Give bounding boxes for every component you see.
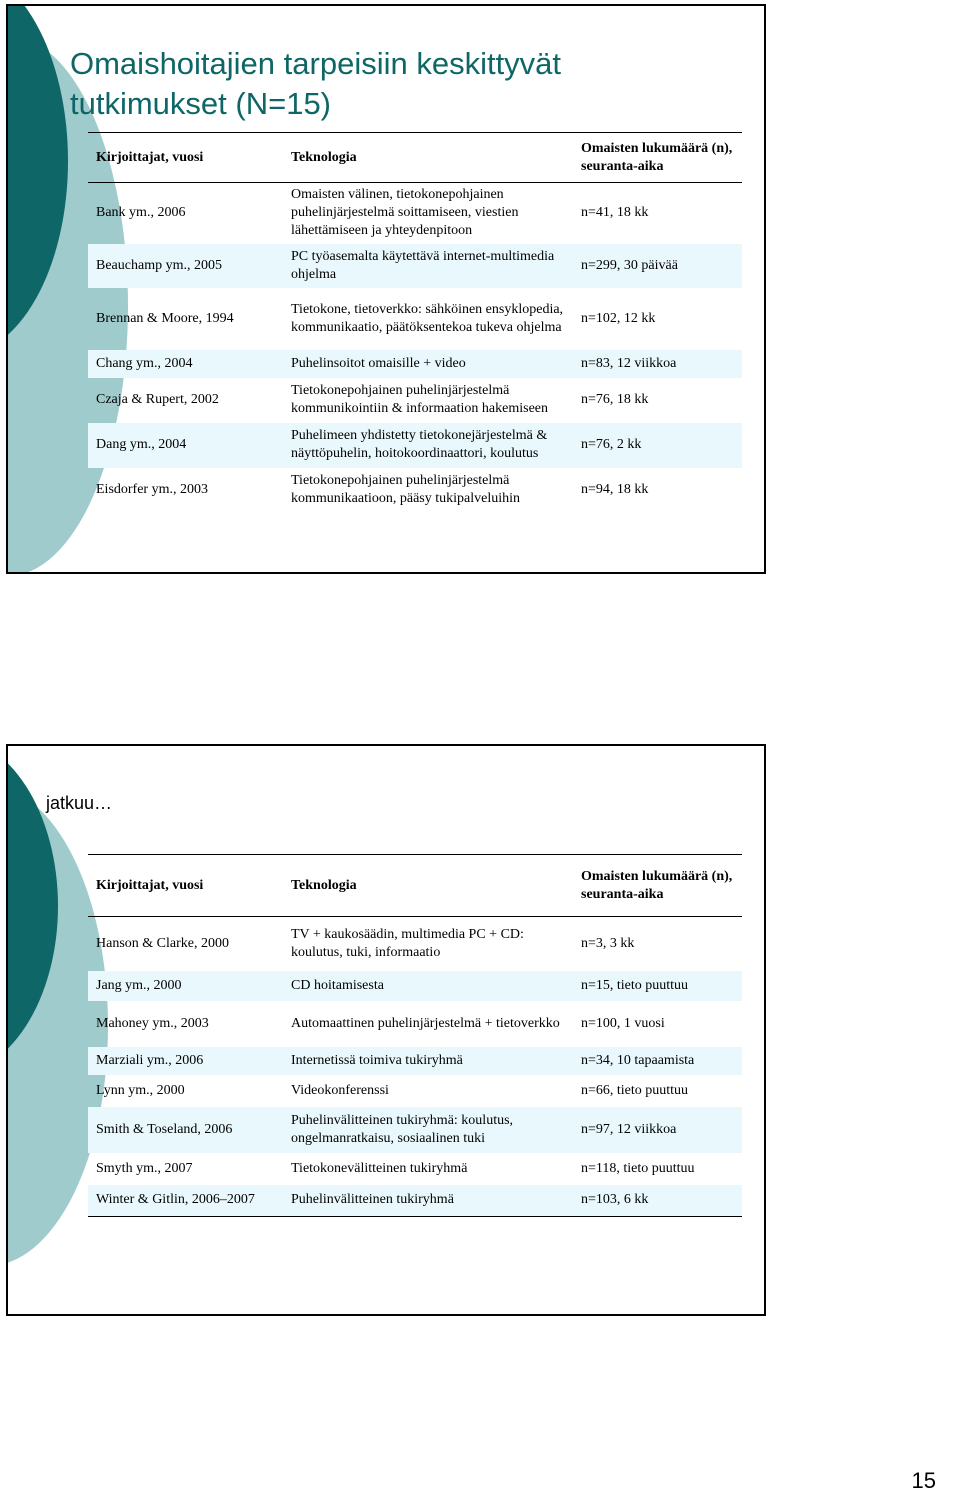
- cell-author: Jang ym., 2000: [88, 971, 283, 1001]
- cell-participants: n=76, 2 kk: [573, 423, 742, 468]
- cell-author: Bank ym., 2006: [96, 205, 186, 221]
- cell-participants: n=299, 30 päivää: [573, 244, 742, 288]
- cell-participants: n=83, 12 viikkoa: [573, 350, 742, 378]
- cell-participants: n=97, 12 viikkoa: [573, 1107, 742, 1153]
- cell-participants: n=66, tieto puuttuu: [581, 1082, 689, 1098]
- cell-author: Smyth ym., 2007: [96, 1160, 193, 1176]
- table-row: [88, 1001, 742, 1047]
- cell-technology: Puhelinvälitteinen tukiryhmä: [283, 1185, 573, 1217]
- slide-1: [6, 4, 766, 574]
- cell-author: Dang ym., 2004: [88, 423, 283, 468]
- table-row: [88, 423, 742, 468]
- cell-technology: Puhelimeen yhdistetty tietokonejärjestelmä & näyttöpuhelin, hoitokoordinaattori, koulutus: [283, 423, 573, 468]
- table-row: [88, 468, 742, 512]
- table-row: [88, 917, 742, 971]
- table-row: [88, 1107, 742, 1153]
- table-row: [88, 1185, 742, 1217]
- slide-subtitle: jatkuu…: [46, 793, 113, 813]
- cell-participants: n=34, 10 tapaamista: [573, 1047, 742, 1075]
- table-header-row: [88, 855, 742, 917]
- cell-participants: n=100, 1 vuosi: [581, 1015, 665, 1031]
- table-row: [88, 971, 742, 1001]
- cell-technology: Puhelinvälitteinen tukiryhmä: koulutus, ongelmanratkaisu, sosiaalinen tuki: [283, 1107, 573, 1153]
- table-row: [88, 1153, 742, 1185]
- cell-author: Eisdorfer ym., 2003: [96, 481, 208, 497]
- cell-technology: Automaattinen puhelinjärjestelmä + tietoverkko: [291, 1015, 560, 1031]
- cell-participants: n=76, 18 kk: [581, 392, 649, 407]
- header-authors: Kirjoittajat, vuosi: [96, 877, 204, 893]
- cell-author: Smith & Toseland, 2006: [88, 1107, 283, 1153]
- cell-technology: TV + kaukosäädin, multimedia PC + CD: koulutus, tuki, informaatio: [291, 926, 524, 960]
- header-participants: Omaisten lukumäärä (n), seuranta-aika: [581, 140, 733, 174]
- page-number: 15: [911, 1468, 936, 1493]
- table-row: [88, 1047, 742, 1075]
- cell-technology: Tietokone, tietoverkko: sähköinen ensyklopedia, kommunikaatio, päätöksentekoa tukeva ohjelma: [291, 301, 564, 335]
- cell-author: Lynn ym., 2000: [96, 1082, 185, 1098]
- cell-author: Brennan & Moore, 1994: [96, 310, 234, 326]
- table-header-row: [88, 133, 742, 183]
- slide-2: [6, 744, 766, 1316]
- cell-author: Czaja & Rupert, 2002: [96, 392, 219, 407]
- table-row: [88, 288, 742, 350]
- cell-technology: Tietokonepohjainen puhelinjärjestelmä kommunikointiin & informaation hakemiseen: [291, 383, 549, 416]
- table-row: [88, 183, 742, 244]
- cell-author: Marziali ym., 2006: [88, 1047, 283, 1075]
- cell-technology: Videokonferenssi: [291, 1082, 389, 1098]
- studies-table-continued: [88, 854, 742, 1217]
- cell-participants: n=15, tieto puuttuu: [573, 971, 742, 1001]
- cell-author: Hanson & Clarke, 2000: [96, 935, 229, 951]
- cell-author: Winter & Gitlin, 2006–2007: [88, 1185, 283, 1217]
- cell-participants: n=41, 18 kk: [581, 205, 649, 221]
- table-row: [88, 378, 742, 423]
- cell-technology: Omaisten välinen, tietokonepohjainen puhelinjärjestelmä soittamiseen, viestien lähettämiseen ja yhteydenpitoon: [291, 187, 519, 239]
- header-technology: Teknologia: [291, 877, 357, 893]
- table-row: [88, 1075, 742, 1107]
- header-technology: Teknologia: [291, 149, 357, 165]
- cell-participants: n=3, 3 kk: [581, 935, 635, 951]
- cell-participants: n=94, 18 kk: [581, 481, 649, 497]
- cell-technology: PC työasemalta käytettävä internet-multimedia ohjelma: [283, 244, 573, 288]
- cell-author: Chang ym., 2004: [88, 350, 283, 378]
- header-authors: Kirjoittajat, vuosi: [96, 149, 204, 165]
- studies-table: [88, 132, 742, 512]
- cell-author: Beauchamp ym., 2005: [88, 244, 283, 288]
- header-participants: Omaisten lukumäärä (n), seuranta-aika: [581, 868, 733, 902]
- table-row: [88, 244, 742, 288]
- cell-technology: Tietokonepohjainen puhelinjärjestelmä kommunikaatioon, pääsy tukipalveluihin: [291, 472, 521, 506]
- cell-technology: Puhelinsoitot omaisille + video: [283, 350, 573, 378]
- cell-technology: CD hoitamisesta: [283, 971, 573, 1001]
- slide-title: Omaishoitajien tarpeisiin keskittyvät tutkimukset (N=15): [70, 46, 562, 121]
- cell-participants: n=118, tieto puuttuu: [581, 1160, 695, 1176]
- cell-author: Mahoney ym., 2003: [96, 1015, 209, 1031]
- cell-participants: n=102, 12 kk: [581, 310, 656, 326]
- cell-technology: Internetissä toimiva tukiryhmä: [283, 1047, 573, 1075]
- cell-technology: Tietokonevälitteinen tukiryhmä: [291, 1160, 468, 1176]
- table-row: [88, 350, 742, 378]
- cell-participants: n=103, 6 kk: [573, 1185, 742, 1217]
